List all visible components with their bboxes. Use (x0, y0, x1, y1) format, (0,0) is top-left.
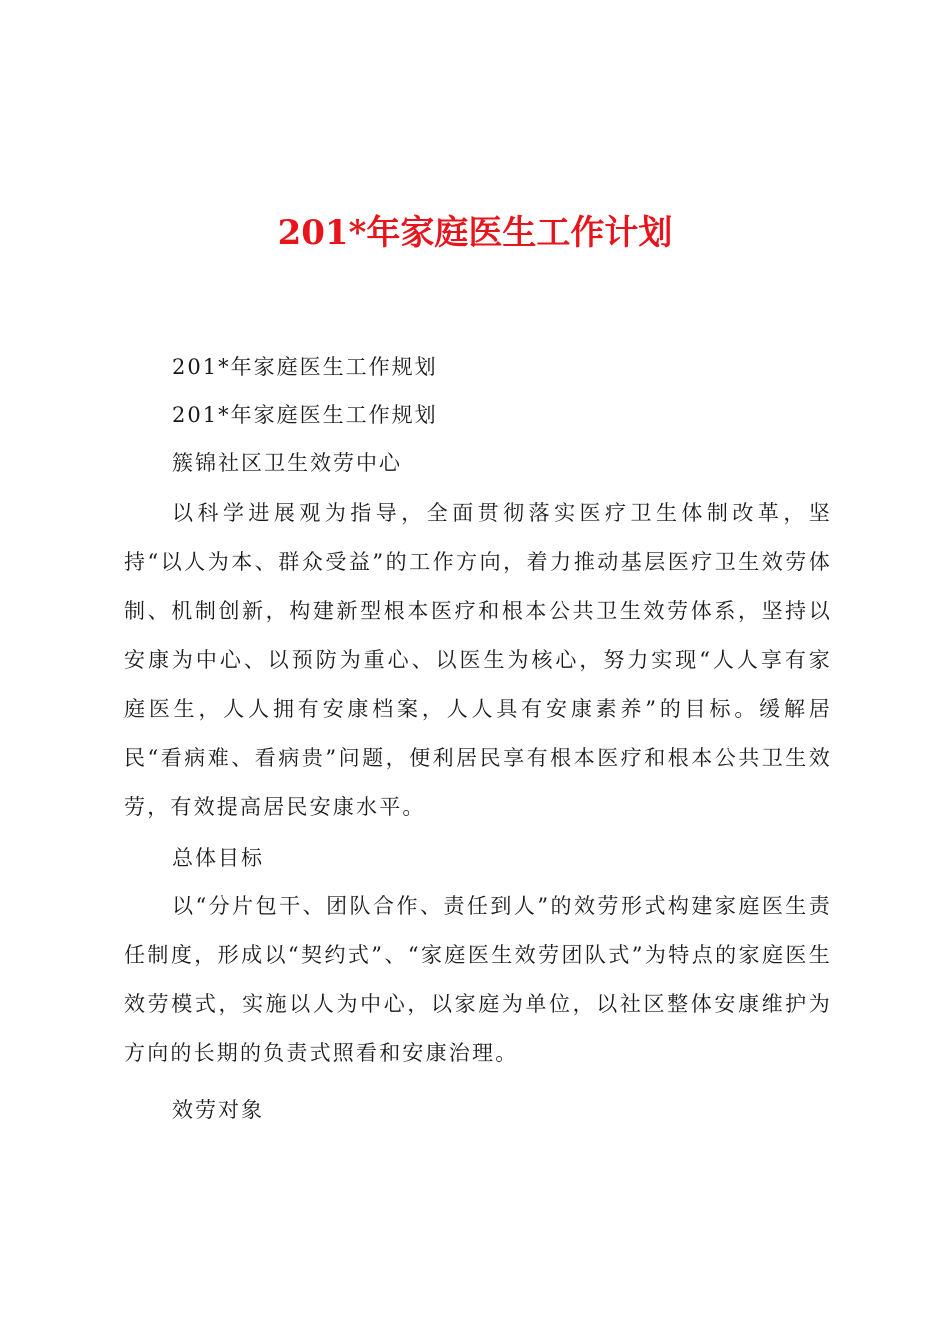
subtitle-line-1: 201*年家庭医生工作规划 (172, 355, 438, 379)
goal-paragraph: 以“分片包干、团队合作、责任到人”的效劳形式构建家庭医生责任制度，形成以“契约式”、“家庭医生效劳团队式”为特点的家庭医生效劳模式，实施以人为中心，以家庭为单位，以社区整体安康维护为方向的长期的负责式照看和安康治理。 (124, 894, 832, 1065)
intro-paragraph: 以科学进展观为指导，全面贯彻落实医疗卫生体制改革，坚持“以人为本、群众受益”的工作方向，着力推动基层医疗卫生效劳体制、机制创新，构建新型根本医疗和根本公共卫生效劳体系，坚持以安康为中心、以预防为重心、以医生为核心，努力实现“人人享有家庭医生，人人拥有安康档案，人人具有安康素养”的目标。缓解居民“看病难、看病贵”问题，便利居民享有根本医疗和根本公共卫生效劳，有效提高居民安康水平。 (124, 501, 832, 819)
organization-name: 簇锦社区卫生效劳中心 (172, 451, 402, 475)
document-body (124, 343, 832, 1134)
document-title: 201*年家庭医生工作计划 (277, 213, 673, 253)
section-heading-goal: 总体目标 (172, 846, 264, 870)
subtitle-line-2: 201*年家庭医生工作规划 (172, 403, 438, 427)
section-heading-service-target: 效劳对象 (172, 1098, 264, 1122)
